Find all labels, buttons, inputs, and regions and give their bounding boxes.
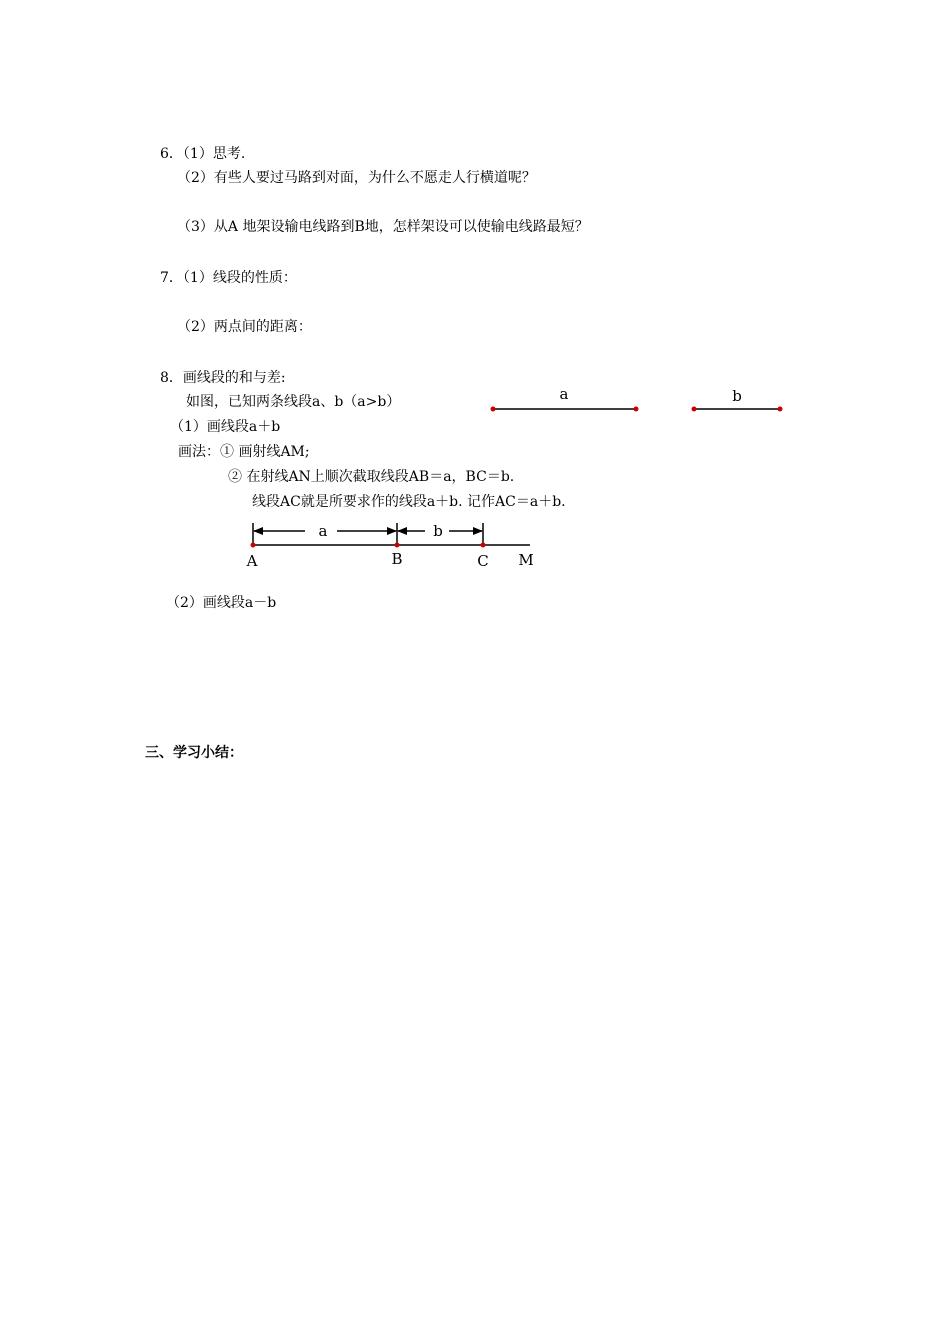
q8-line-2: 如图，已知两条线段a、b（a>b）	[186, 394, 401, 410]
point-M-label: M	[518, 551, 534, 569]
given-segments-figure	[480, 380, 800, 420]
point-B-label: B	[391, 550, 403, 568]
q8-line-5: ② 在射线AN上顺次截取线段AB＝a，BC＝b.	[228, 469, 515, 485]
segment-b-label: b	[732, 387, 742, 405]
point-A-dot	[251, 543, 256, 548]
dimension-b-label: b	[433, 522, 443, 540]
q8-line-3: （1）画线段a＋b	[170, 419, 281, 435]
construction-figure	[240, 516, 550, 576]
q8-line-6: 线段AC就是所要求作的线段a＋b. 记作AC＝a＋b.	[252, 494, 566, 510]
point-C-dot	[481, 543, 486, 548]
dimension-a-label: a	[318, 522, 328, 540]
point-B-dot	[395, 543, 400, 548]
q7-line-2: （2）两点间的距离：	[177, 319, 312, 335]
q8-line-1: 8．画线段的和与差:	[160, 370, 286, 386]
q8-line-7: （2）画线段a－b	[166, 595, 277, 611]
segment-a-label: a	[559, 385, 569, 403]
q6-line-3: （3）从A 地架设输电线路到B地，怎样架设可以使输电线路最短？	[177, 219, 589, 235]
point-A-label: A	[246, 552, 258, 570]
q7-line-1: 7．（1）线段的性质：	[160, 270, 297, 286]
point-C-label: C	[477, 552, 489, 570]
segment-a-end-point	[634, 407, 639, 412]
q8-line-4: 画法：① 画射线AM;	[178, 444, 310, 460]
q6-line-2: （2）有些人要过马路到对面，为什么不愿走人行横道呢？	[177, 170, 536, 186]
segment-b-start-point	[692, 407, 697, 412]
q6-line-1: 6．（1）思考.	[160, 146, 246, 162]
segment-b-end-point	[778, 407, 783, 412]
section3-title: 三、学习小结：	[145, 745, 243, 761]
segment-a-start-point	[491, 407, 496, 412]
